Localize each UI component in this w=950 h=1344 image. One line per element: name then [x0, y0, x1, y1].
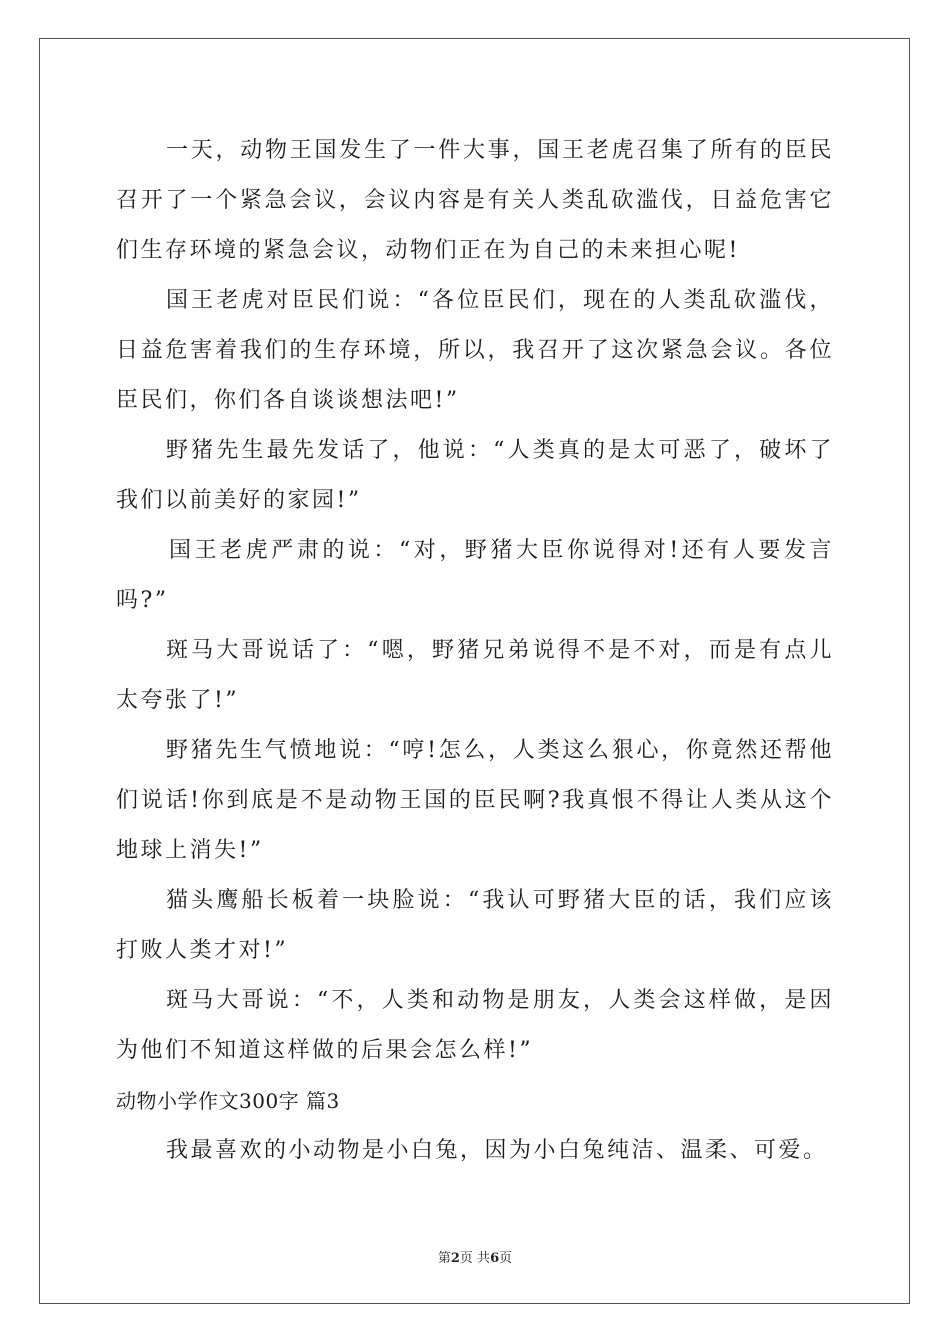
footer-total-pages: 6: [490, 1251, 500, 1266]
page-footer: [0, 1247, 950, 1266]
paragraph-5: 斑马大哥说话了：“嗯，野猪兄弟说得不是不对，而是有点儿太夸张了!”: [116, 638, 834, 713]
footer-middle: 页 共: [459, 1251, 491, 1266]
paragraph-9: 我最喜欢的小动物是小白兔，因为小白兔纯洁、温柔、可爱。: [166, 1138, 828, 1163]
footer-current-page: 2: [450, 1251, 460, 1266]
paragraph-8: 斑马大哥说：“不，人类和动物是朋友，人类会这样做，是因为他们不知道这样做的后果会怎么样!”: [116, 988, 834, 1063]
paragraph-2: 国王老虎对臣民们说：“各位臣民们，现在的人类乱砍滥伐，日益危害着我们的生存环境，所以，我召开了这次紧急会议。各位臣民们，你们各自谈谈想法吧!”: [116, 288, 834, 413]
paragraph-7: 猫头鹰船长板着一块脸说：“我认可野猪大臣的话，我们应该打败人类才对!”: [116, 888, 834, 963]
document-body: [116, 126, 834, 1176]
section-heading: 动物小学作文300字 篇3: [116, 1089, 340, 1113]
paragraph-3: 野猪先生最先发话了，他说：“人类真的是太可恶了，破坏了我们以前美好的家园!”: [116, 438, 834, 513]
paragraph-1: 一天，动物王国发生了一件大事，国王老虎召集了所有的臣民召开了一个紧急会议，会议内容是有关人类乱砍滥伐，日益危害它们生存环境的紧急会议，动物们正在为自己的未来担心呢!: [116, 138, 834, 263]
paragraph-6: 野猪先生气愤地说：“哼!怎么，人类这么狠心，你竟然还帮他们说话!你到底是不是动物王国的臣民啊?我真恨不得让人类从这个地球上消失!”: [116, 738, 834, 863]
footer-prefix: 第: [437, 1251, 451, 1266]
paragraph-4: 国王老虎严肃的说：“对，野猪大臣你说得对!还有人要发言吗?”: [116, 538, 834, 613]
footer-suffix: 页: [499, 1251, 513, 1266]
